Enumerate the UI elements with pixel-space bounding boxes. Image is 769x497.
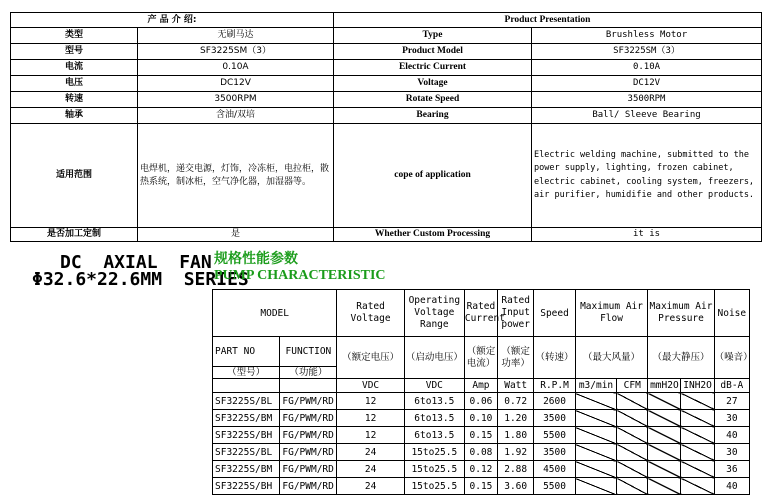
cell-func: FG/PWM/RD [280, 410, 337, 427]
presentation-label-en: Electric Current [334, 60, 532, 76]
pump-title-en: PUMP CHARACTERISTIC [214, 268, 386, 283]
u-cfm: CFM [617, 379, 648, 393]
presentation-label-cn: 电压 [11, 76, 138, 92]
cn-operating-voltage: （启动电压） [404, 337, 464, 379]
diagonal-empty-cell [617, 461, 648, 478]
cell-rv: 24 [337, 444, 404, 461]
diagonal-empty-cell [648, 478, 681, 495]
cell-func: FG/PWM/RD [280, 478, 337, 495]
fan-title-line1: DC AXIAL FAN [60, 252, 212, 273]
cell-rv: 24 [337, 478, 404, 495]
diagonal-empty-cell [575, 461, 616, 478]
diagonal-empty-cell [681, 444, 714, 461]
cn-noise: （噪音） [714, 337, 749, 379]
diagonal-empty-cell [648, 393, 681, 410]
cell-part: SF3225S/BH [213, 478, 280, 495]
u-vdc-operating: VDC [404, 379, 464, 393]
cell-pw: 1.80 [498, 427, 534, 444]
presentation-value-en: SF3225SM（3） [532, 44, 762, 60]
presentation-value-cn: SF3225SM（3） [138, 44, 334, 60]
presentation-value-cn: 含油/双培 [138, 108, 334, 124]
cell-part: SF3225S/BH [213, 427, 280, 444]
table-row [213, 444, 750, 461]
table-row [213, 393, 750, 410]
cell-noise: 40 [714, 478, 749, 495]
cell-noise: 27 [714, 393, 749, 410]
cell-op: 15to25.5 [404, 461, 464, 478]
diagonal-empty-cell [681, 478, 714, 495]
cn-rated-current: （额定电流） [464, 337, 497, 379]
diagonal-empty-cell [617, 427, 648, 444]
presentation-value-en: DC12V [532, 76, 762, 92]
u-watt: Watt [498, 379, 534, 393]
application-value-en: Electric welding machine, submitted to the power supply, lighting, frozen cabinet, electric cabinet, cooling system, freezers, air purifier, humidifie and other products. [532, 124, 762, 228]
cell-cur: 0.08 [464, 444, 497, 461]
cell-part: SF3225S/BM [213, 461, 280, 478]
cn-rated-power: （额定功率） [498, 337, 534, 379]
cell-pw: 1.20 [498, 410, 534, 427]
diagonal-empty-cell [617, 410, 648, 427]
cell-pw: 2.88 [498, 461, 534, 478]
u-dba: dB-A [714, 379, 749, 393]
diagonal-empty-cell [617, 444, 648, 461]
empty-cell [213, 379, 280, 393]
cell-spd: 5500 [534, 478, 575, 495]
cell-pw: 3.60 [498, 478, 534, 495]
table-row [213, 478, 750, 495]
presentation-label-en: Voltage [334, 76, 532, 92]
cell-noise: 30 [714, 444, 749, 461]
h-operating-voltage: Operating Voltage Range [404, 290, 464, 337]
presentation-row [11, 28, 762, 44]
diagonal-empty-cell [681, 393, 714, 410]
cell-spd: 2600 [534, 393, 575, 410]
presentation-row [11, 44, 762, 60]
cell-func: FG/PWM/RD [280, 444, 337, 461]
presentation-value-cn: 无刷马达 [138, 28, 334, 44]
h-function: FUNCTION [280, 337, 337, 367]
cn-max-pressure: （最大静压） [648, 337, 714, 379]
cn-rated-voltage: （额定电压） [337, 337, 404, 379]
diagonal-empty-cell [575, 444, 616, 461]
custom-value-en: it is [532, 228, 762, 242]
presentation-value-en: Ball/ Sleeve Bearing [532, 108, 762, 124]
diagonal-empty-cell [681, 410, 714, 427]
cell-cur: 0.10 [464, 410, 497, 427]
diagonal-empty-cell [617, 478, 648, 495]
cell-pw: 0.72 [498, 393, 534, 410]
cell-cur: 0.15 [464, 427, 497, 444]
h-max-airflow: Maximum Air Flow [575, 290, 648, 337]
h-speed: Speed [534, 290, 575, 337]
cell-op: 6to13.5 [404, 410, 464, 427]
cell-noise: 30 [714, 410, 749, 427]
pump-characteristic-table [212, 289, 753, 495]
cell-part: SF3225S/BM [213, 410, 280, 427]
presentation-label-en: Type [334, 28, 532, 44]
diagonal-empty-cell [681, 461, 714, 478]
h-rated-voltage: Rated Voltage [337, 290, 404, 337]
presentation-value-cn: 0.10A [138, 60, 334, 76]
custom-label-cn: 是否加工定制 [11, 228, 138, 242]
u-mmh2o: mmH2O [648, 379, 681, 393]
cell-func: FG/PWM/RD [280, 461, 337, 478]
presentation-value-cn: DC12V [138, 76, 334, 92]
h-part-no: PART NO [213, 337, 280, 367]
h-noise: Noise [714, 290, 749, 337]
diagonal-empty-cell [575, 410, 616, 427]
cell-op: 6to13.5 [404, 393, 464, 410]
diagonal-empty-cell [648, 461, 681, 478]
cn-max-airflow: （最大风量） [575, 337, 648, 379]
empty-cell [280, 379, 337, 393]
cell-part: SF3225S/BL [213, 444, 280, 461]
presentation-row [11, 108, 762, 124]
diagonal-empty-cell [575, 393, 616, 410]
application-label-en: cope of application [334, 124, 532, 228]
product-presentation-table [10, 12, 762, 242]
cn-function: （功能） [280, 367, 337, 379]
presentation-row [11, 76, 762, 92]
cell-cur: 0.12 [464, 461, 497, 478]
fan-title-line2: Φ32.6*22.6MM SERIES [32, 269, 249, 290]
presentation-value-en: Brushless Motor [532, 28, 762, 44]
presentation-label-cn: 电流 [11, 60, 138, 76]
u-m3min: m3/min [575, 379, 616, 393]
presentation-label-cn: 轴承 [11, 108, 138, 124]
cell-rv: 12 [337, 410, 404, 427]
presentation-label-cn: 转速 [11, 92, 138, 108]
diagonal-empty-cell [617, 393, 648, 410]
diagonal-empty-cell [648, 427, 681, 444]
cn-model: （型号） [213, 367, 280, 379]
application-value-cn: 电焊机，递交电源，灯饰，冷冻柜，电拉柜，散热系统，制冰柜，空气净化器，加湿器等。 [138, 124, 334, 228]
h-rated-current: Rated Current [464, 290, 497, 337]
cell-rv: 12 [337, 393, 404, 410]
cell-op: 15to25.5 [404, 444, 464, 461]
presentation-row [11, 92, 762, 108]
table-row [213, 410, 750, 427]
pump-title-cn: 规格性能参数 [214, 251, 298, 267]
presentation-row [11, 60, 762, 76]
cell-cur: 0.06 [464, 393, 497, 410]
table-row [213, 427, 750, 444]
diagonal-empty-cell [648, 410, 681, 427]
cn-speed: （转速） [534, 337, 575, 379]
cell-spd: 3500 [534, 410, 575, 427]
cell-func: FG/PWM/RD [280, 393, 337, 410]
header-cn: 产 品 介 绍: [11, 13, 334, 28]
application-label-cn: 适用范围 [11, 124, 138, 228]
cell-noise: 40 [714, 427, 749, 444]
diagonal-empty-cell [575, 427, 616, 444]
presentation-label-cn: 类型 [11, 28, 138, 44]
presentation-label-en: Product Model [334, 44, 532, 60]
diagonal-empty-cell [648, 444, 681, 461]
u-rpm: R.P.M [534, 379, 575, 393]
diagonal-empty-cell [681, 427, 714, 444]
u-vdc-rated: VDC [337, 379, 404, 393]
cell-op: 6to13.5 [404, 427, 464, 444]
cell-spd: 3500 [534, 444, 575, 461]
presentation-label-en: Rotate Speed [334, 92, 532, 108]
cell-func: FG/PWM/RD [280, 427, 337, 444]
custom-value-cn: 是 [138, 228, 334, 242]
cell-cur: 0.15 [464, 478, 497, 495]
cell-part: SF3225S/BL [213, 393, 280, 410]
h-max-pressure: Maximum Air Pressure [648, 290, 714, 337]
cell-rv: 24 [337, 461, 404, 478]
u-amp: Amp [464, 379, 497, 393]
cell-noise: 36 [714, 461, 749, 478]
diagonal-empty-cell [575, 478, 616, 495]
h-model: MODEL [213, 290, 337, 337]
presentation-value-cn: 3500RPM [138, 92, 334, 108]
presentation-label-en: Bearing [334, 108, 532, 124]
cell-spd: 4500 [534, 461, 575, 478]
table-row [213, 461, 750, 478]
presentation-label-cn: 型号 [11, 44, 138, 60]
presentation-value-en: 3500RPM [532, 92, 762, 108]
custom-label-en: Whether Custom Processing [334, 228, 532, 242]
h-rated-input: Rated Input power [498, 290, 534, 337]
cell-pw: 1.92 [498, 444, 534, 461]
header-en: Product Presentation [334, 13, 762, 28]
cell-spd: 5500 [534, 427, 575, 444]
presentation-value-en: 0.10A [532, 60, 762, 76]
u-inh2o: INH2O [681, 379, 714, 393]
cell-op: 15to25.5 [404, 478, 464, 495]
cell-rv: 12 [337, 427, 404, 444]
